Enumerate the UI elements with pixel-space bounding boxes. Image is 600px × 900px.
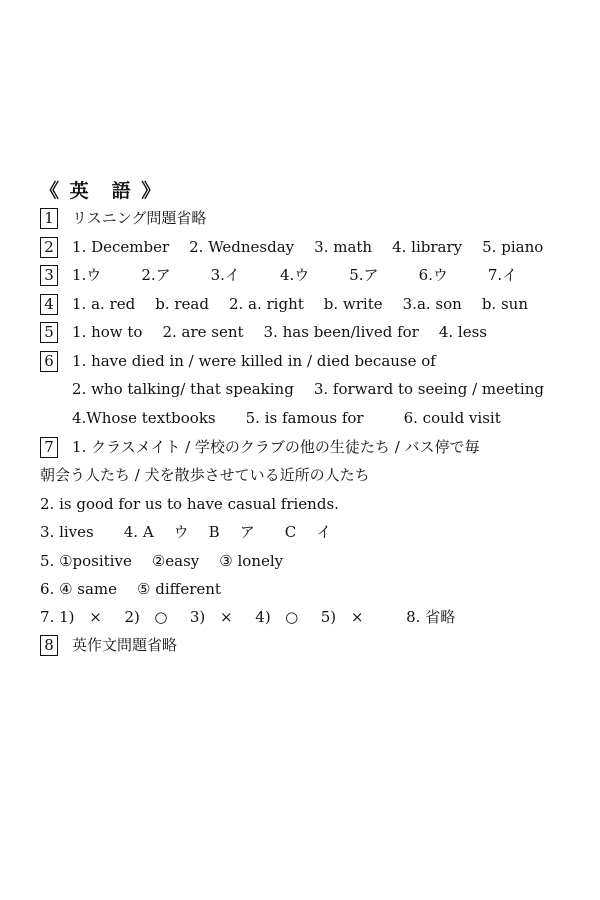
- answer-item: 1. a. red: [72, 295, 136, 313]
- question-7-line-2: [40, 462, 370, 486]
- circle-mark: ○: [154, 608, 168, 626]
- answer-item: B: [208, 523, 220, 541]
- circle-mark: ○: [285, 608, 299, 626]
- answer-item: 2. who talking/ that speaking: [72, 380, 294, 398]
- answer-item: 4. A: [123, 523, 154, 541]
- answer-item: C: [284, 523, 297, 541]
- answer-item: 5): [320, 608, 337, 626]
- answer-text: 英作文問題省略: [72, 636, 178, 654]
- question-3: [40, 262, 517, 286]
- answer-text: 2. is good for us to have casual friends.: [40, 495, 339, 513]
- question-7-line-7: [40, 604, 455, 628]
- question-7-line-6: [40, 576, 221, 600]
- question-number-box: 5: [40, 322, 58, 343]
- answer-text: 1. クラスメイト / 学校のクラブの他の生徒たち / バス停で毎: [72, 438, 480, 456]
- answer-item: ②easy: [151, 552, 200, 570]
- answer-item: 3. forward to seeing / meeting: [313, 380, 544, 398]
- answer-item: 5. is famous for: [245, 409, 364, 427]
- answer-item: 1.ウ: [72, 266, 102, 284]
- question-number-box: 3: [40, 265, 58, 286]
- question-number-box: 4: [40, 294, 58, 315]
- answer-item: 5.ア: [349, 266, 379, 284]
- page-title: 《 英 語 》: [40, 180, 163, 202]
- question-6-line-2: [72, 376, 544, 400]
- question-number-box: 1: [40, 208, 58, 229]
- answer-item: ③ lonely: [219, 552, 284, 570]
- question-7-line-4: [40, 519, 331, 543]
- answer-item: 3. has been/lived for: [263, 323, 419, 341]
- answer-item: 5. ①positive: [40, 552, 132, 570]
- question-7-line-3: [40, 491, 339, 515]
- answer-item: 8. 省略: [406, 608, 456, 626]
- answer-item: 1. December: [72, 238, 170, 256]
- answer-item: 6. ④ same: [40, 580, 118, 598]
- question-7: [40, 434, 480, 458]
- cross-mark: ×: [220, 608, 233, 626]
- question-number-box: 8: [40, 635, 58, 656]
- question-4: [40, 291, 528, 315]
- answer-text: リスニング問題省略: [72, 209, 207, 227]
- answer-text: 朝会う人たち / 犬を散歩させている近所の人たち: [40, 466, 370, 484]
- answer-item: 4. library: [392, 238, 463, 256]
- question-2: [40, 234, 543, 258]
- question-5: [40, 319, 487, 343]
- answer-item: イ: [316, 523, 332, 541]
- answer-text: 1. have died in / were killed in / died because of: [72, 352, 436, 370]
- answer-item: 7.イ: [487, 266, 518, 284]
- answer-item: 1. how to: [72, 323, 143, 341]
- answer-item: ウ: [173, 523, 189, 541]
- answer-item: 3): [189, 608, 206, 626]
- question-8: [40, 632, 177, 656]
- question-number-box: 2: [40, 237, 58, 258]
- answer-item: 2. are sent: [162, 323, 244, 341]
- question-7-line-5: [40, 548, 283, 572]
- answer-item: 6.ウ: [418, 266, 448, 284]
- answer-item: 4. less: [438, 323, 487, 341]
- answer-item: 5. piano: [482, 238, 544, 256]
- answer-item: 3.イ: [210, 266, 240, 284]
- question-number-box: 6: [40, 351, 58, 372]
- answer-item: 3. lives: [40, 523, 94, 541]
- question-1: [40, 205, 206, 229]
- question-number-box: 7: [40, 437, 58, 458]
- answer-item: 2): [124, 608, 140, 626]
- answer-item: 2. a. right: [228, 295, 304, 313]
- answer-item: 2.ア: [141, 266, 171, 284]
- answer-item: b. read: [155, 295, 209, 313]
- answer-item: 6. could visit: [403, 409, 501, 427]
- answer-item: 3. math: [314, 238, 373, 256]
- answer-item: 4.Whose textbooks: [72, 409, 216, 427]
- cross-mark: ×: [89, 608, 102, 626]
- answer-item: 7. 1): [40, 608, 75, 626]
- answer-item: b. sun: [481, 295, 528, 313]
- answer-item: 4): [255, 608, 271, 626]
- answer-item: 2. Wednesday: [189, 238, 295, 256]
- answer-item: ア: [239, 523, 255, 541]
- answer-item: b. write: [323, 295, 383, 313]
- answer-item: ⑤ different: [137, 580, 221, 598]
- question-6: [40, 348, 436, 372]
- answer-item: 4.ウ: [279, 266, 310, 284]
- answer-item: 3.a. son: [402, 295, 462, 313]
- question-6-line-3: [72, 405, 501, 429]
- cross-mark: ×: [350, 608, 364, 626]
